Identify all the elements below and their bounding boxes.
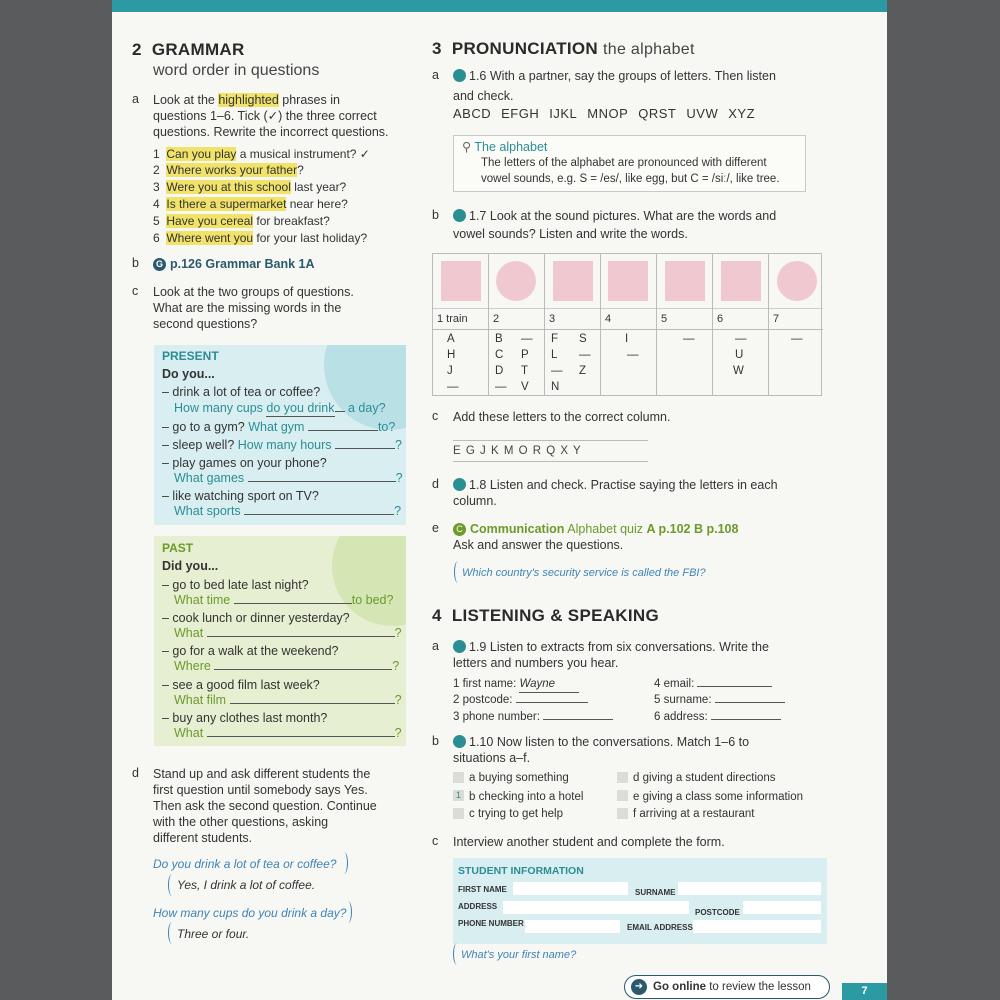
grammar-b-letter: b xyxy=(132,256,139,270)
grid-letter: — xyxy=(551,365,563,377)
match-checkbox[interactable] xyxy=(617,808,628,819)
list-item: 6 Where went you for your last holiday? xyxy=(153,231,368,245)
form-label: POSTCODE xyxy=(695,908,740,917)
bike-picture-icon xyxy=(608,261,648,301)
example-question: Do you drink a lot of tea or coffee? xyxy=(153,857,337,871)
past-question: – see a good film last week? xyxy=(162,678,320,692)
listening-title: LISTENING & SPEAKING xyxy=(451,606,659,625)
speech-bubble-mark xyxy=(454,561,462,583)
past-answer: What ? xyxy=(174,726,402,740)
speech-bubble-mark xyxy=(168,922,176,944)
word-cell[interactable]: 2 xyxy=(493,313,500,325)
first-name-field[interactable] xyxy=(513,882,628,895)
letter-groups: ABCD EFGH IJKL MNOP QRST UVW XYZ xyxy=(453,106,756,121)
present-question: – go to a gym? What gym to? xyxy=(162,420,396,434)
match-checkbox[interactable] xyxy=(617,772,628,783)
pron-a-line1: 1.6 With a partner, say the groups of letters. Then listen xyxy=(453,68,776,84)
past-question: – go to bed late last night? xyxy=(162,578,309,592)
go-online-button[interactable] xyxy=(624,975,830,999)
train-picture-icon xyxy=(441,261,481,301)
grammar-a-line3: questions. Rewrite the incorrect questions. xyxy=(153,125,389,139)
listen-a-line2: letters and numbers you hear. xyxy=(453,656,619,670)
past-box xyxy=(154,536,406,746)
alphabet-box-line: The letters of the alphabet are pronounced with different xyxy=(481,157,767,169)
grammar-d-line: with the other questions, asking xyxy=(153,815,329,829)
past-answer: What film ? xyxy=(174,693,402,707)
grammar-c-line: Look at the two groups of questions. xyxy=(153,285,354,299)
past-question: – cook lunch or dinner yesterday? xyxy=(162,611,350,625)
grammar-bank-link[interactable]: G p.126 Grammar Bank 1A xyxy=(153,256,315,272)
situation-item: d giving a student directions xyxy=(633,772,776,784)
grammar-subtitle: word order in questions xyxy=(153,62,320,79)
audio-icon[interactable] xyxy=(453,640,466,653)
tree-picture-icon xyxy=(496,261,536,301)
past-intro: Did you... xyxy=(162,559,219,573)
situation-item: f arriving at a restaurant xyxy=(633,808,755,820)
grammar-c-line: second questions? xyxy=(153,317,258,331)
grammar-d-line: Stand up and ask different students the xyxy=(153,767,371,781)
pron-b-letter: b xyxy=(432,208,439,222)
match-checkbox[interactable] xyxy=(617,790,628,801)
car-picture-icon xyxy=(777,261,817,301)
audio-icon[interactable] xyxy=(453,478,466,491)
past-heading: PAST xyxy=(162,541,194,555)
pron-b-line1: 1.7 Look at the sound pictures. What are the words and xyxy=(453,208,776,224)
surname-field[interactable] xyxy=(678,882,821,895)
list-item: 1 Can you play a musical instrument? ✓ xyxy=(153,147,370,161)
picture-row xyxy=(433,254,823,309)
present-answer: How many cups do you drink a day? xyxy=(174,401,386,415)
phone-number-value[interactable] xyxy=(543,719,613,720)
grid-letter: I xyxy=(625,333,629,345)
go-online-text: Go online to review the lesson xyxy=(653,981,811,993)
answer-field: 5 surname: xyxy=(654,692,785,708)
grid-letter: — xyxy=(791,333,803,345)
answer-field: 2 postcode: xyxy=(453,692,588,708)
present-box xyxy=(154,345,406,525)
search-icon: ⚲ xyxy=(462,140,472,154)
word-cell[interactable]: 5 xyxy=(661,313,668,325)
speech-bubble-mark xyxy=(453,943,461,965)
pron-d-line2: column. xyxy=(453,494,497,508)
pron-c-letter: c xyxy=(432,409,439,423)
form-label: EMAIL ADDRESS xyxy=(627,923,693,932)
word-cell[interactable]: 1 train xyxy=(437,313,468,325)
situation-item: e giving a class some information xyxy=(633,791,804,803)
grid-letter: Z xyxy=(579,365,587,377)
top-color-band xyxy=(112,0,887,12)
grid-letter: J xyxy=(447,365,453,377)
grid-letter: U xyxy=(735,349,744,361)
present-question: – like watching sport on TV? xyxy=(162,489,319,503)
first-name-value[interactable]: Wayne xyxy=(519,676,579,693)
listening-number: 4 xyxy=(432,606,442,625)
present-question: – play games on your phone? xyxy=(162,456,327,470)
grammar-bank-icon: G xyxy=(153,258,166,271)
grid-letter: — xyxy=(683,333,695,345)
word-cell[interactable]: 3 xyxy=(549,313,556,325)
past-answer: Where ? xyxy=(174,659,400,673)
situation-item: a buying something xyxy=(469,772,569,784)
letter-rows xyxy=(433,331,823,395)
grammar-c-letter: c xyxy=(132,284,139,298)
sound-pictures-grid xyxy=(432,253,822,396)
page-number: 7 xyxy=(842,983,887,1000)
grid-letter: S xyxy=(579,333,587,345)
email-value[interactable] xyxy=(697,686,772,687)
grid-letter: P xyxy=(521,349,529,361)
list-item: 4 Is there a supermarket near here? xyxy=(153,197,348,211)
pron-d-line1: 1.8 Listen and check. Practise saying the letters in each xyxy=(453,477,778,493)
form-label: PHONE NUMBER xyxy=(458,919,524,928)
answer-field: 6 address: xyxy=(654,709,781,725)
grammar-d-line: different students. xyxy=(153,831,253,845)
match-checkbox[interactable]: 1 xyxy=(453,790,464,801)
grid-letter: W xyxy=(733,365,744,377)
pronunciation-number: 3 xyxy=(432,39,442,58)
grammar-d-letter: d xyxy=(132,766,139,780)
form-label: ADDRESS xyxy=(458,902,498,911)
grammar-title: GRAMMAR xyxy=(151,40,245,59)
example-answer: Three or four. xyxy=(177,927,250,941)
example-question: Which country's security service is called the FBI? xyxy=(462,567,706,579)
situation-item: b checking into a hotel xyxy=(469,791,584,803)
example-question: What's your first name? xyxy=(461,949,577,961)
pron-a-line2: and check. xyxy=(453,89,514,103)
letters-to-add: E G J K M O R Q X Y xyxy=(453,440,648,462)
word-cell[interactable]: 4 xyxy=(605,313,612,325)
example-question: How many cups do you drink a day? xyxy=(153,906,347,920)
speech-bubble-mark xyxy=(344,901,352,923)
grammar-a-line2: questions 1–6. Tick (✓) the three correct xyxy=(153,109,377,123)
speech-bubble-mark xyxy=(340,852,348,874)
listen-b-line1: 1.10 Now listen to the conversations. Match 1–6 to xyxy=(453,734,749,750)
communication-icon: C xyxy=(453,523,466,536)
pron-d-letter: d xyxy=(432,477,439,491)
grid-letter: N xyxy=(551,381,560,393)
past-question: – buy any clothes last month? xyxy=(162,711,328,725)
address-value[interactable] xyxy=(711,719,781,720)
past-answer: What time to bed? xyxy=(174,593,394,607)
listen-a-line1: 1.9 Listen to extracts from six conversations. Write the xyxy=(453,639,769,655)
grammar-c-line: What are the missing words in the xyxy=(153,301,342,315)
grid-letter: V xyxy=(521,381,529,393)
listen-b-letter: b xyxy=(432,734,439,748)
word-row xyxy=(433,309,823,330)
speech-bubble-mark xyxy=(168,874,176,896)
pron-a-letter: a xyxy=(432,68,439,82)
pronunciation-heading xyxy=(432,39,695,59)
pron-e-line2: Ask and answer the questions. xyxy=(453,538,624,552)
grid-letter: — xyxy=(495,381,507,393)
grid-letter: L xyxy=(551,349,558,361)
answer-field: 4 email: xyxy=(654,676,772,692)
alphabet-info-box xyxy=(453,135,806,192)
listen-c-text: Interview another student and complete the form. xyxy=(453,835,725,849)
pronunciation-title: PRONUNCIATION xyxy=(451,39,599,58)
egg-picture-icon xyxy=(553,261,593,301)
present-intro: Do you... xyxy=(162,367,215,381)
boot-picture-icon xyxy=(721,261,761,301)
grammar-heading xyxy=(132,40,245,60)
listen-c-letter: c xyxy=(432,834,439,848)
audio-icon[interactable] xyxy=(453,69,466,82)
alphabet-box-title: ⚲ The alphabet xyxy=(462,140,548,154)
form-heading: STUDENT INFORMATION xyxy=(458,865,584,877)
listen-b-line2: situations a–f. xyxy=(453,751,531,765)
grid-letter: F xyxy=(551,333,559,345)
listen-a-letter: a xyxy=(432,639,439,653)
grid-letter: A xyxy=(447,333,455,345)
postcode-value[interactable] xyxy=(516,702,588,703)
grid-letter: — xyxy=(735,333,747,345)
grid-letter: D xyxy=(495,365,504,377)
listening-heading xyxy=(432,606,659,626)
present-question: – drink a lot of tea or coffee? xyxy=(162,385,321,399)
list-item: 2 Where works your father? xyxy=(153,163,304,177)
grammar-a-letter: a xyxy=(132,92,139,106)
arrow-right-icon: ➜ xyxy=(631,979,647,995)
pron-c-text: Add these letters to the correct column. xyxy=(453,410,671,424)
audio-icon[interactable] xyxy=(453,209,466,222)
present-heading: PRESENT xyxy=(162,349,219,363)
grid-letter: B xyxy=(495,333,503,345)
grid-letter: — xyxy=(521,333,533,345)
grid-letter: H xyxy=(447,349,456,361)
grid-letter: T xyxy=(521,365,529,377)
phone-picture-icon xyxy=(665,261,705,301)
example-answer: Yes, I drink a lot of coffee. xyxy=(177,878,316,892)
match-checkbox[interactable] xyxy=(453,808,464,819)
student-information-form xyxy=(453,858,827,944)
surname-value[interactable] xyxy=(715,702,785,703)
grid-letter: — xyxy=(627,349,639,361)
decorative-circle xyxy=(324,345,406,430)
answer-field: 1 first name: Wayne xyxy=(453,676,579,693)
present-answer: What games ? xyxy=(174,471,403,485)
present-answer: What sports ? xyxy=(174,504,402,518)
audio-icon[interactable] xyxy=(453,735,466,748)
email-field[interactable] xyxy=(693,920,821,933)
match-checkbox[interactable] xyxy=(453,772,464,783)
grammar-number: 2 xyxy=(132,40,142,59)
answer-field: 3 phone number: xyxy=(453,709,613,725)
grid-letter: — xyxy=(447,381,459,393)
list-item: 3 Were you at this school last year? xyxy=(153,180,347,194)
past-question: – go for a walk at the weekend? xyxy=(162,644,339,658)
grammar-d-line: first question until somebody says Yes. xyxy=(153,783,368,797)
grid-letter: — xyxy=(579,349,591,361)
communication-link[interactable]: C Communication Alphabet quiz A p.102 B p.108 xyxy=(453,521,738,537)
phone-number-field[interactable] xyxy=(525,920,620,933)
grammar-d-line: Then ask the second question. Continue xyxy=(153,799,377,813)
pronunciation-subtitle: the alphabet xyxy=(603,41,695,58)
list-item: 5 Have you cereal for breakfast? xyxy=(153,214,330,228)
present-question: – sleep well? How many hours ? xyxy=(162,438,402,452)
textbook-page xyxy=(112,0,887,1000)
past-answer: What ? xyxy=(174,626,402,640)
grammar-a-line1: Look at the highlighted phrases in xyxy=(153,93,340,107)
address-field[interactable] xyxy=(503,901,689,914)
pron-b-line2: vowel sounds? Listen and write the words. xyxy=(453,227,688,241)
postcode-field[interactable] xyxy=(743,901,821,914)
form-label: SURNAME xyxy=(635,888,676,897)
form-label: FIRST NAME xyxy=(458,885,507,894)
situation-item: c trying to get help xyxy=(469,808,563,820)
word-cell[interactable]: 7 xyxy=(773,313,780,325)
word-cell[interactable]: 6 xyxy=(717,313,724,325)
grid-letter: C xyxy=(495,349,504,361)
pron-e-letter: e xyxy=(432,521,439,535)
alphabet-box-line: vowel sounds, e.g. S = /es/, like egg, but C = /siː/, like tree. xyxy=(481,173,780,185)
